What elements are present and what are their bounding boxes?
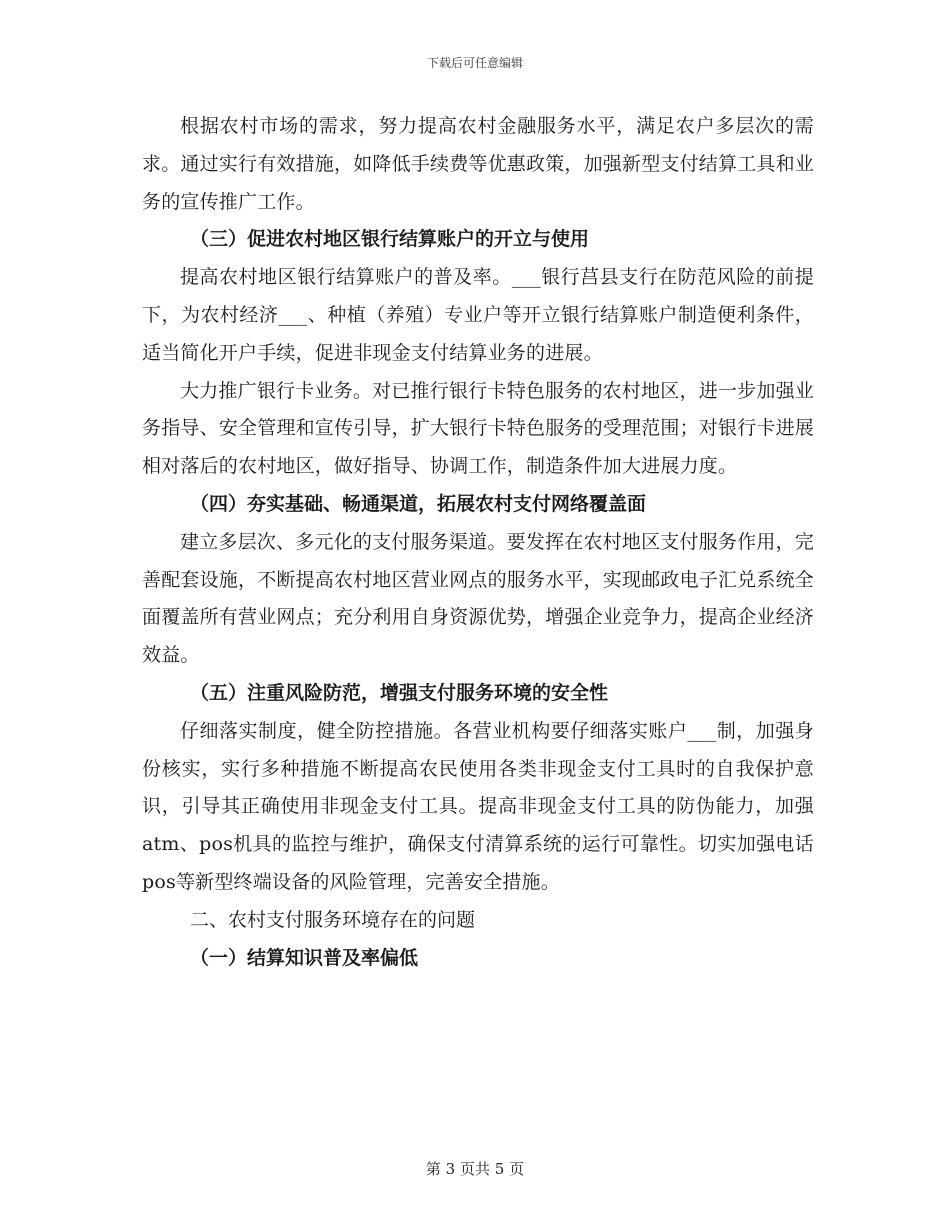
paragraph: 大力推广银行卡业务。对已推行银行卡特色服务的农村地区，进一步加强业务指导、安全管理和宣传引导，扩大银行卡特色服务的受理范围；对银行卡进展相对落后的农村地区，做好指导、协调工作，制造条件加大进展力度。 [142,379,815,478]
paragraph: 建立多层次、多元化的支付服务渠道。要发挥在农村地区支付服务作用，完善配套设施，不断提高农村地区营业网点的服务水平，实现邮政电子汇兑系统全面覆盖所有营业网点；充分利用自身资源优势，增强企业竞争力，提高企业经济效益。 [142,530,815,667]
chapter-heading: 二、农村支付服务环境存在的问题 [190,908,476,931]
section-heading: （一）结算知识普及率偏低 [190,946,419,969]
page-header: 下载后可任意编辑 [426,56,523,70]
document-body [142,108,814,977]
page-footer: 第 3 页共 5 页 [425,1160,525,1178]
section-heading: （五）注重风险防范，增强支付服务环境的安全性 [190,681,609,704]
paragraph: 提高农村地区银行结算账户的普及率。___银行莒县支行在防范风险的前提下，为农村经济___、种植（养殖）专业户等开立银行结算账户制造便利条件，适当简化开户手续，促进非现金支付结算业务的进展。 [142,266,814,364]
section-heading: （三）促进农村地区银行结算账户的开立与使用 [190,228,590,251]
paragraph: 仔细落实制度，健全防控措施。各营业机构要仔细落实账户___制，加强身份核实，实行多种措施不断提高农民使用各类非现金支付工具时的自我保护意识，引导其正确使用非现金支付工具。提高非现金支付工具的防伪能力，加强atm、pos机具的监控与维护，确保支付清算系统的运行可靠性。切实加强电话pos等新型终端设备的风险管理，完善安全措施。 [142,719,814,893]
section-heading: （四）夯实基础、畅通渠道，拓展农村支付网络覆盖面 [190,492,647,515]
paragraph: 根据农村市场的需求，努力提高农村金融服务水平，满足农户多层次的需求。通过实行有效措施，如降低手续费等优惠政策，加强新型支付结算工具和业务的宣传推广工作。 [142,115,815,213]
